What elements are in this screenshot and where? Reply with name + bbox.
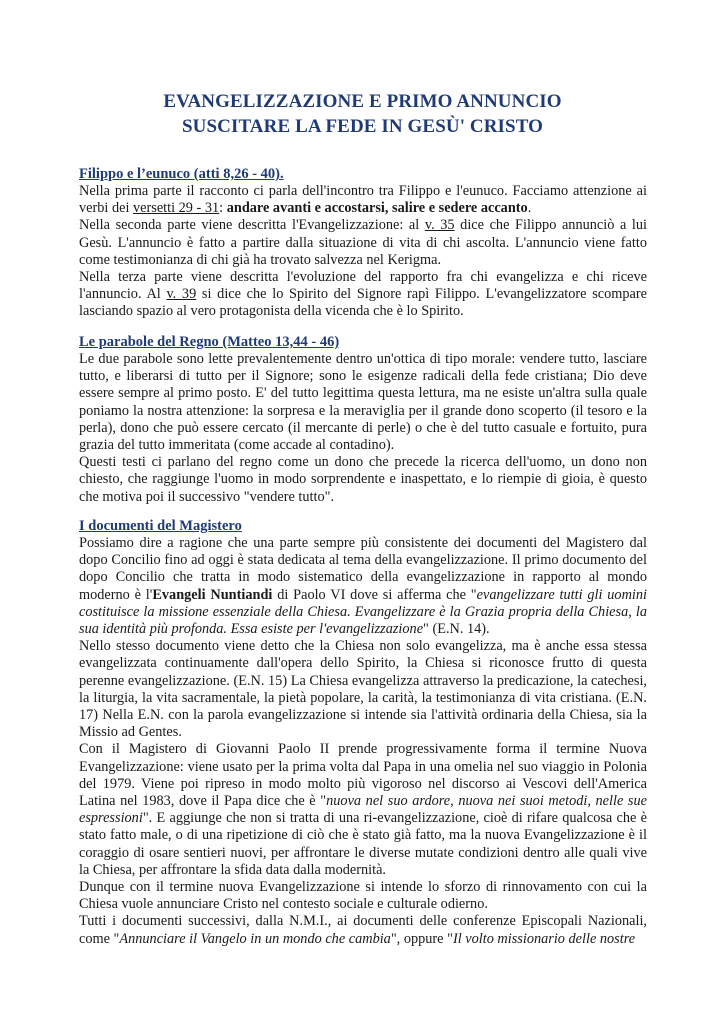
text: di Paolo VI dove si afferma che ": [272, 586, 477, 603]
paragraph: [79, 535, 647, 638]
text: Nella prima parte il racconto ci parla dell'incontro tra Filippo e l'eunuco. Facciamo attenzione ai verbi dei: [79, 183, 647, 217]
paragraph: [79, 183, 647, 217]
section-filippo: [79, 165, 647, 321]
bold-text: Evangeli Nuntiandi: [152, 586, 273, 603]
title-line-1: EVANGELIZZAZIONE E PRIMO ANNUNCIO: [163, 91, 562, 112]
verse-link[interactable]: v. 35: [424, 217, 455, 234]
italic-quote: nuova nel suo ardore, nuova nei suoi metodi, nelle sue espressioni: [79, 793, 647, 827]
text: ". E aggiunge che non si tratta di una ri-evangelizzazione, cioè di rifare qualcosa che è stato fatto male, o di una ripetizione di ciò che è stato già fatto, ma la nuova Evangelizzazione è il coraggio di osare sentieri nuovi, per affrontare le diverse mutate condizioni dentro alle quali vive la Chiesa, per affrontare la sfida data dalla modernità.: [79, 810, 647, 878]
italic-quote: evangelizzare tutti gli uomini costituisce la missione essenziale della Chiesa. Evangelizzare è la Grazia propria della Chiesa, la sua identità più profonda. Essa esiste per l'evangelizzazione: [79, 586, 647, 638]
paragraph: [79, 741, 647, 879]
text: dice che Filippo annunciò a lui Gesù. L'annuncio è fatto a partire dalla situazione di vita di chi ascolta. L'annuncio viene fatto come testimonianza di chi già ha trovato salvezza nel Kerigma.: [79, 217, 647, 268]
section-heading-parabole: Le parabole del Regno (Matteo 13,44 - 46): [79, 334, 340, 350]
text: Possiamo dire a ragione che una parte sempre più consistente dei documenti del Magistero dal dopo Concilio fino ad oggi è stata dedicata al tema della evangelizzazione. Il primo documento del dopo Concilio che tratta in modo sistematico della evangelizzazione in rapporto al mondo moderno è l': [79, 535, 647, 603]
italic-quote: Il volto missionario delle nostre: [452, 930, 636, 947]
section-heading-filippo: Filippo e l’eunuco (atti 8,26 - 40).: [79, 166, 284, 182]
text: si dice che lo Spirito del Signore rapì Filippo. L'evangelizzatore scompare lasciando spazio al vero protagonista della vicenda che è lo Spirito.: [79, 286, 647, 320]
section-heading-magistero: I documenti del Magistero: [79, 518, 242, 534]
verse-link[interactable]: versetti 29 - 31: [133, 200, 220, 217]
section-parabole: [79, 333, 647, 506]
paragraph: [79, 269, 647, 321]
paragraph: Dunque con il termine nuova Evangelizzazione si intende lo sforzo di rinnovamento con cui la Chiesa vuole annunciare Cristo nel contesto sociale e culturale odierno.: [79, 879, 647, 913]
verse-link[interactable]: v. 39: [166, 286, 197, 303]
text: Nella seconda parte viene descritta l'Evangelizzazione: al: [79, 217, 425, 234]
paragraph: Le due parabole sono lette prevalentemente dentro un'ottica di tipo morale: vendere tutto, lasciare tutto, e liberarsi di tutto per il Signore; sono le esigenze radicali della fede cristiana; Dio deve essere sempre al primo posto. E' del tutto legittima questa lettura, ma ne esiste un'altra sulla quale poniamo la nostra attenzione: la sorpresa e la meraviglia per il grande dono scoperto (il tesoro e la perla), dono che può essere cercato (il mercante di perle) o che è del tutto casuale e fortuito, pura grazia del tutto immeritata (come accade al contadino).: [79, 351, 647, 454]
text: Nella terza parte viene descritta l'evoluzione del rapporto fra chi evangelizza e chi riceve l'annuncio. Al: [79, 269, 647, 303]
document-title: [0, 89, 725, 139]
paragraph: Questi testi ci parlano del regno come un dono che precede la ricerca dell'uomo, un dono non chiesto, che raggiunge l'uomo in modo sorprendente e inaspettato, e lo riempie di gioia, è questo che motiva poi il successivo "vendere tutto".: [79, 454, 647, 505]
bold-text: andare avanti e accostarsi, salire e sedere accanto: [226, 200, 528, 217]
text: Tutti i documenti successivi, dalla N.M.I., ai documenti delle conferenze Episcopali Nazionali, come ": [79, 913, 647, 947]
text: :: [219, 200, 227, 217]
section-magistero: [79, 517, 647, 948]
paragraph: [79, 913, 647, 947]
paragraph: Nello stesso documento viene detto che la Chiesa non solo evangelizza, ma è anche essa stessa evangelizzata continuamente dall'opera dello Spirito, la Chiesa si riconosce frutto di questa perenne evangelizzazione. (E.N. 15) La Chiesa evangelizza attraverso la predicazione, la catechesi, la liturgia, la vita sacramentale, la pietà popolare, la carità, la testimonianza di vita cristiana. (E.N. 17) Nella E.N. con la parola evangelizzazione si intende sia l'attività ordinaria della Chiesa, sia la Missio ad Gentes.: [79, 638, 647, 741]
paragraph: [79, 217, 647, 269]
text: .: [527, 200, 532, 217]
italic-quote: Annunciare il Vangelo in un mondo che cambia: [119, 930, 391, 947]
text: Con il Magistero di Giovanni Paolo II prende progressivamente forma il termine Nuova Evangelizzazione: viene usato per la prima volta dal Papa in una omelia nel suo viaggio in Polonia del 1979. Viene poi ripreso in modo molto più vigoroso nel discorso ai Vescovi dell'America Latina nel 1983, dove il Papa dice che è ": [79, 741, 647, 810]
text: ", oppure ": [390, 930, 453, 947]
text: " (E.N. 14).: [423, 621, 490, 638]
title-line-2: SUSCITARE LA FEDE IN GESÙ' CRISTO: [181, 116, 544, 137]
